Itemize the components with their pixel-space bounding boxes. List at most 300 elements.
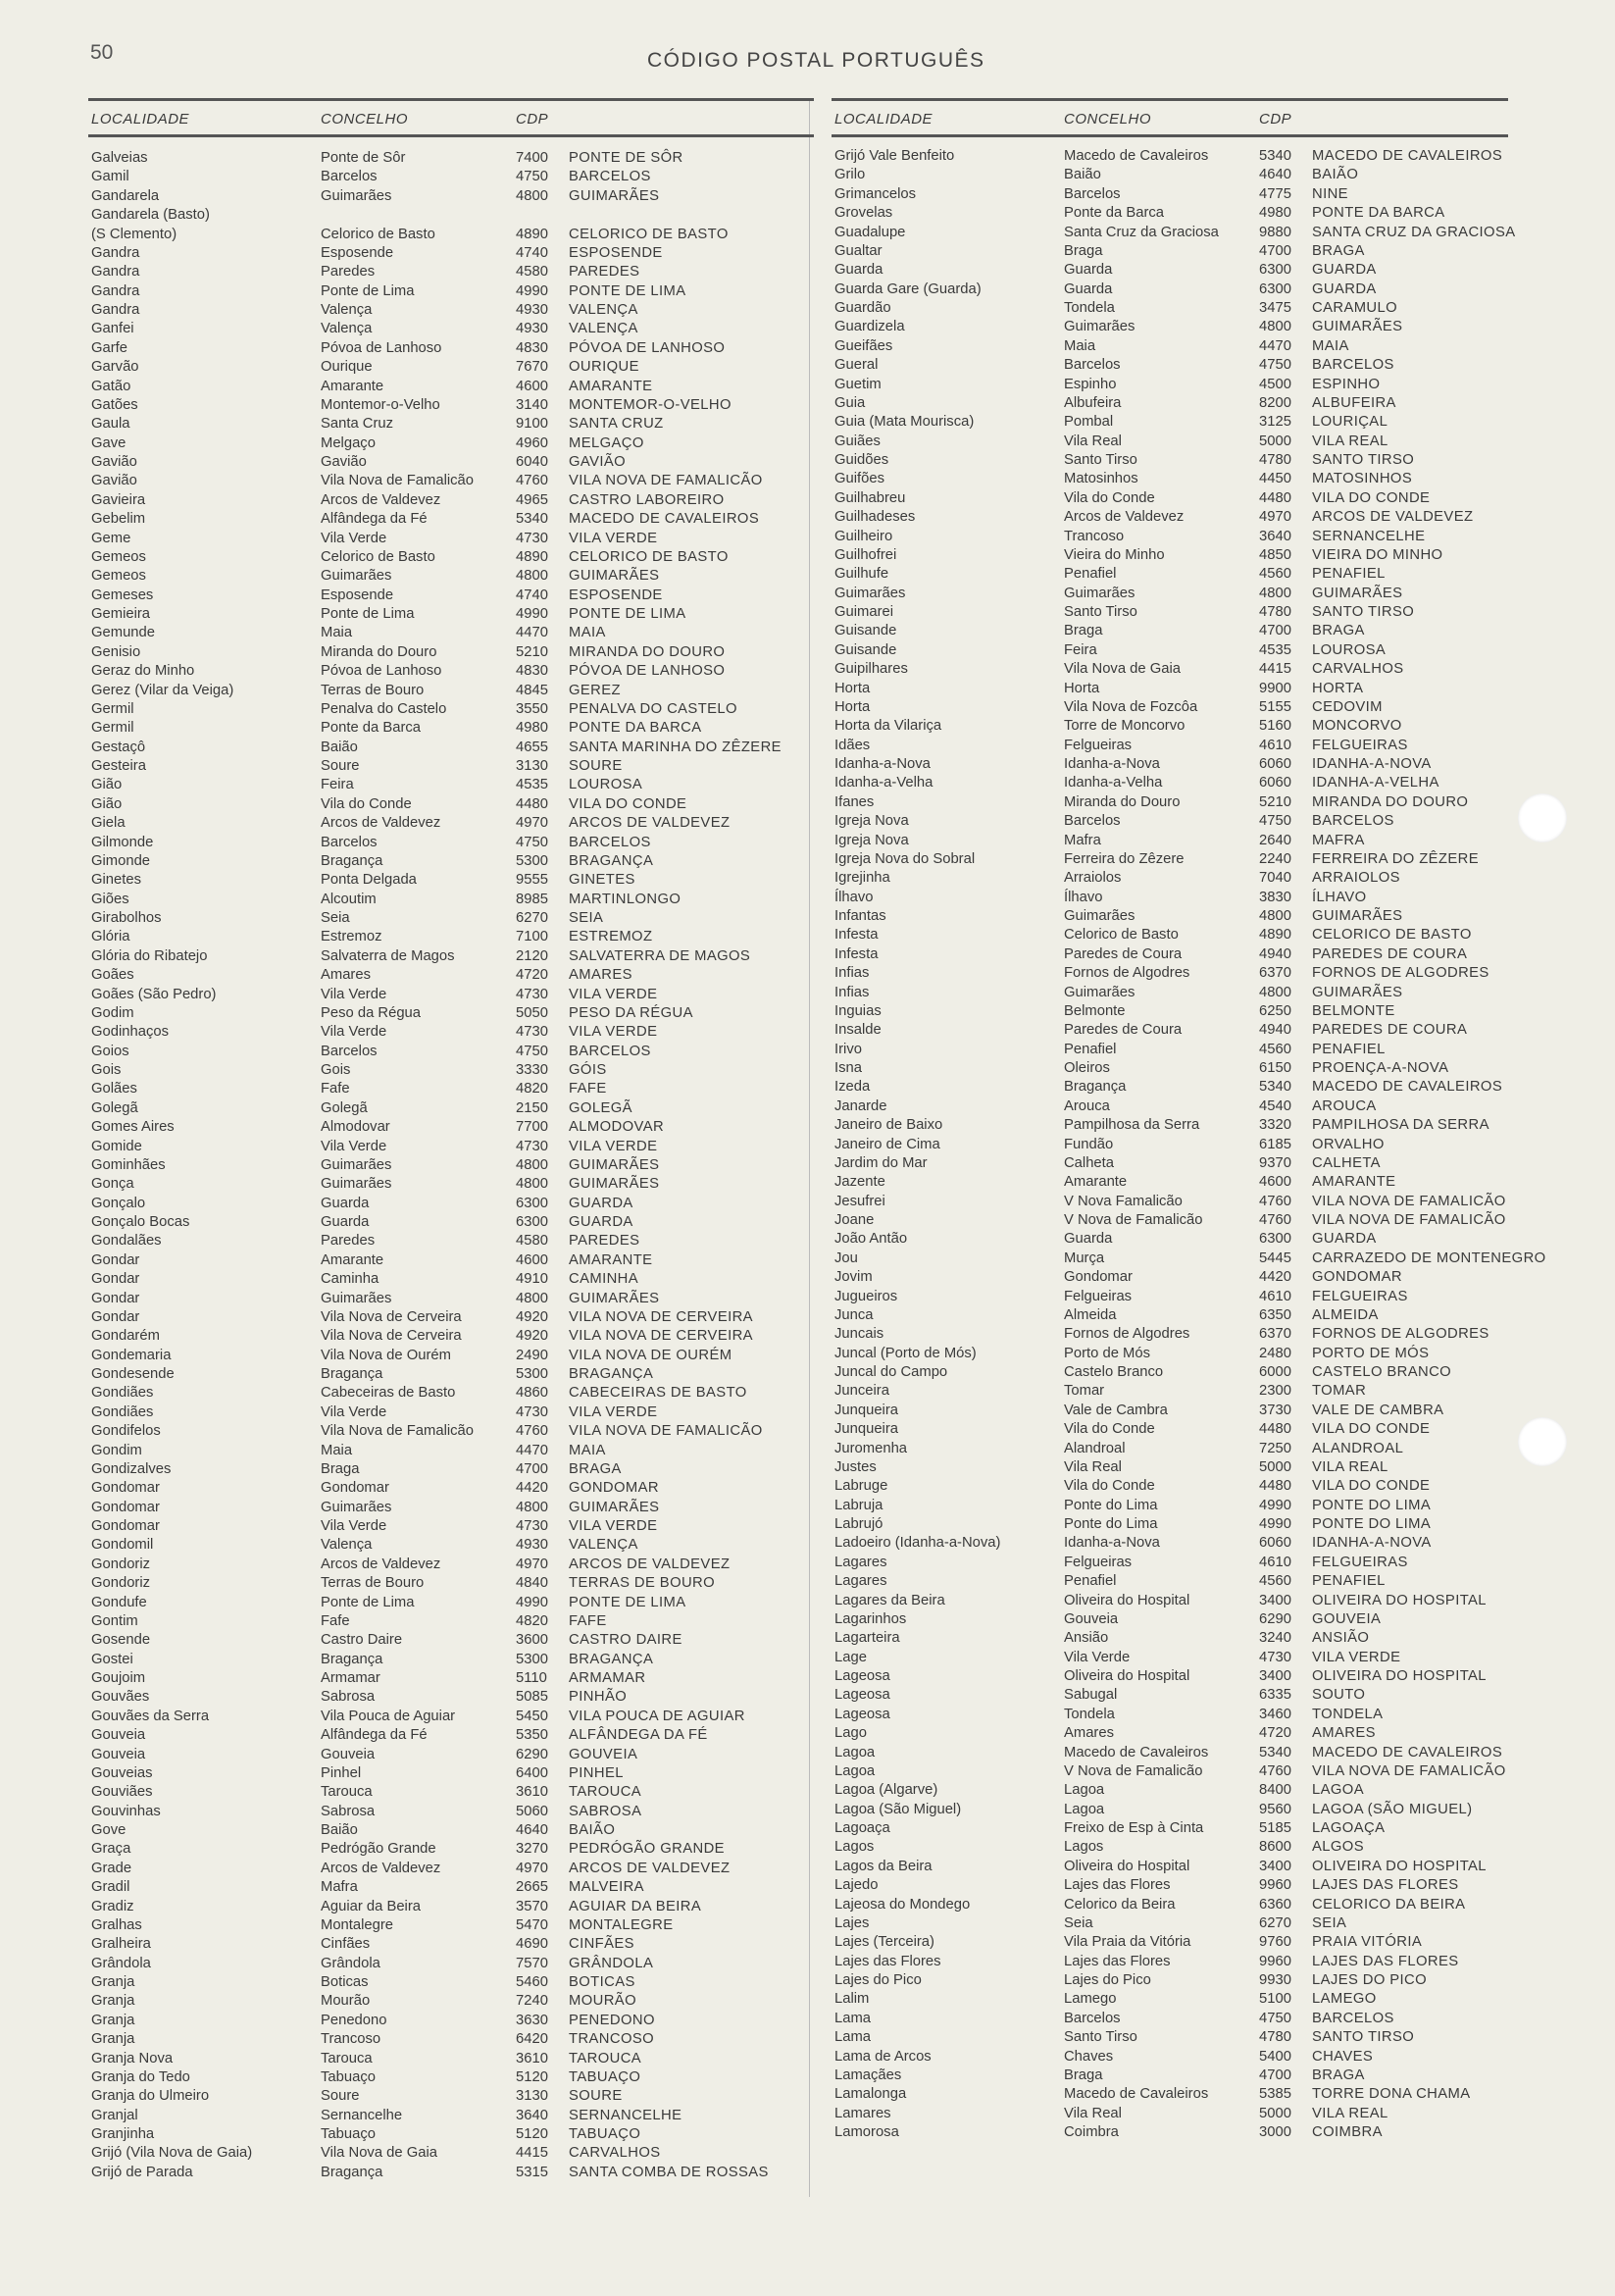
table-row: [88, 1783, 814, 1802]
cdp-cell: 4730: [516, 1518, 548, 1534]
table-row: [832, 1876, 1508, 1895]
table-row: [88, 1746, 814, 1764]
concelho-cell: Trancoso: [321, 2031, 381, 2048]
destination-cell: CHAVES: [1312, 2048, 1374, 2065]
concelho-cell: Castelo Branco: [1064, 1364, 1164, 1380]
localidade-cell: Isna: [834, 1060, 862, 1076]
concelho-cell: Almodovar: [321, 1119, 390, 1136]
cdp-cell: 2480: [1259, 1345, 1291, 1361]
concelho-cell: Vila do Conde: [321, 795, 412, 812]
localidade-cell: Junca: [834, 1306, 874, 1323]
localidade-cell: Grilo: [834, 167, 866, 183]
table-row: [832, 1306, 1508, 1325]
table-row: [88, 871, 814, 890]
cdp-cell: 5300: [516, 852, 548, 869]
localidade-cell: Gondizalves: [91, 1460, 172, 1477]
destination-cell: SOUTO: [1312, 1687, 1366, 1704]
destination-cell: TERRAS DE BOURO: [569, 1575, 716, 1592]
localidade-cell: Grade: [91, 1860, 132, 1876]
localidade-cell: Genisio: [91, 643, 141, 660]
cdp-cell: 6185: [1259, 1136, 1291, 1152]
table-row: [832, 1154, 1508, 1173]
concelho-cell: Vila Nova de Cerveira: [321, 1308, 462, 1325]
localidade-cell: Goios: [91, 1043, 129, 1059]
table-row: [88, 1955, 814, 1973]
localidade-cell: Infias: [834, 984, 870, 1000]
concelho-cell: Esposende: [321, 587, 394, 603]
cdp-cell: 4415: [516, 2145, 548, 2162]
localidade-cell: Gradiz: [91, 1898, 134, 1914]
concelho-cell: Lajes das Flores: [1064, 1953, 1171, 1969]
table-row: [832, 945, 1508, 964]
table-row: [88, 1138, 814, 1156]
destination-cell: BRAGA: [1312, 242, 1365, 259]
concelho-cell: Penafiel: [1064, 1573, 1117, 1590]
destination-cell: VILA VERDE: [569, 530, 658, 546]
table-row: [88, 1479, 814, 1498]
cdp-cell: 4990: [1259, 1516, 1291, 1532]
table-row: [88, 719, 814, 738]
localidade-cell: Gove: [91, 1822, 126, 1838]
concelho-cell: Trancoso: [1064, 528, 1125, 544]
table-row: [832, 1744, 1508, 1762]
localidade-cell: Gave: [91, 434, 126, 451]
table-row: [832, 622, 1508, 640]
destination-cell: CARRAZEDO DE MONTENEGRO: [1312, 1250, 1546, 1266]
localidade-cell: Gouvães: [91, 1689, 150, 1706]
localidade-cell: Lajeosa do Mondego: [834, 1896, 971, 1913]
destination-cell: PAREDES: [569, 1233, 640, 1250]
concelho-cell: Gondomar: [1064, 1269, 1133, 1286]
destination-cell: LOURIÇAL: [1312, 414, 1388, 431]
localidade-cell: Gemeses: [91, 587, 154, 603]
concelho-cell: Fundão: [1064, 1136, 1114, 1152]
destination-cell: ALMODOVAR: [569, 1119, 665, 1136]
destination-cell: GUARDA: [1312, 281, 1377, 297]
concelho-cell: Mafra: [321, 1879, 358, 1896]
concelho-cell: Barcelos: [1064, 2010, 1121, 2026]
destination-cell: PAREDES DE COURA: [1312, 945, 1468, 962]
cdp-cell: 5300: [516, 1651, 548, 1667]
table-row: [832, 1497, 1508, 1515]
destination-cell: ARCOS DE VALDEVEZ: [569, 1556, 731, 1572]
cdp-cell: 3550: [516, 700, 548, 717]
concelho-cell: Guimarães: [321, 1156, 392, 1173]
concelho-cell: Golegã: [321, 1099, 368, 1116]
localidade-cell: Gondifelos: [91, 1423, 161, 1440]
concelho-cell: Braga: [321, 1460, 360, 1477]
cdp-cell: 4800: [516, 568, 548, 585]
concelho-cell: Vila Real: [1064, 433, 1122, 449]
concelho-cell: Ponte de Lima: [321, 1594, 415, 1610]
cdp-cell: 6300: [1259, 1231, 1291, 1248]
concelho-cell: Tarouca: [321, 2050, 373, 2066]
table-row: [832, 1686, 1508, 1705]
cdp-cell: 4580: [516, 264, 548, 281]
table-row: [832, 964, 1508, 983]
destination-cell: MAFRA: [1312, 832, 1365, 848]
localidade-cell: Guarda Gare (Guarda): [834, 281, 982, 297]
cdp-cell: 5120: [516, 2126, 548, 2142]
destination-cell: BARCELOS: [1312, 2010, 1394, 2026]
table-row: [88, 1499, 814, 1517]
cdp-cell: 4860: [516, 1385, 548, 1402]
localidade-cell: Horta da Vilariça: [834, 718, 942, 735]
concelho-cell: Guimarães: [1064, 319, 1136, 335]
destination-cell: VILA VERDE: [569, 1518, 658, 1534]
table-row: [832, 147, 1508, 166]
table-row: [88, 1860, 814, 1878]
destination-cell: GUARDA: [569, 1214, 633, 1230]
localidade-cell: Gois: [91, 1062, 122, 1078]
cdp-cell: 9760: [1259, 1934, 1291, 1951]
table-row: [832, 1610, 1508, 1629]
table-row: [832, 585, 1508, 603]
table-row: [88, 1688, 814, 1707]
destination-cell: PONTE DA BARCA: [1312, 205, 1445, 222]
localidade-cell: Germil: [91, 700, 134, 717]
destination-cell: LAGOAÇA: [1312, 1820, 1386, 1836]
concelho-cell: Idanha-a-Nova: [1064, 1535, 1160, 1552]
cdp-cell: 6060: [1259, 756, 1291, 772]
concelho-cell: Maia: [321, 1442, 353, 1458]
localidade-cell: Jugueiros: [834, 1288, 898, 1304]
concelho-cell: Chaves: [1064, 2048, 1114, 2065]
cdp-cell: 3000: [1259, 2124, 1291, 2140]
cdp-cell: 4980: [1259, 205, 1291, 222]
concelho-cell: Barcelos: [321, 169, 378, 185]
cdp-cell: 4820: [516, 1612, 548, 1629]
concelho-cell: Feira: [1064, 641, 1097, 658]
destination-cell: PONTE DE LIMA: [569, 282, 686, 299]
cdp-cell: 3460: [1259, 1706, 1291, 1722]
cdp-cell: 3400: [1259, 1668, 1291, 1684]
cdp-cell: 4970: [516, 1556, 548, 1572]
table-row: [88, 1270, 814, 1289]
concelho-cell: Montemor-o-Velho: [321, 396, 440, 413]
header-bottom-rule: [832, 134, 1508, 137]
localidade-cell: Ginetes: [91, 872, 141, 889]
cdp-cell: 4700: [516, 1460, 548, 1477]
destination-cell: COIMBRA: [1312, 2124, 1383, 2140]
concelho-cell: Mourão: [321, 1993, 371, 2010]
concelho-cell: Sabugal: [1064, 1687, 1118, 1704]
cdp-cell: 7040: [1259, 870, 1291, 887]
destination-cell: ORVALHO: [1312, 1136, 1385, 1152]
concelho-cell: Gouveia: [1064, 1610, 1119, 1627]
localidade-cell: Jazente: [834, 1174, 885, 1191]
cdp-cell: 6270: [516, 910, 548, 926]
destination-cell: MAIA: [569, 625, 606, 641]
cdp-cell: 4845: [516, 682, 548, 698]
table-row: [832, 1078, 1508, 1097]
localidade-cell: Gebelim: [91, 511, 146, 528]
cdp-cell: 4470: [516, 1442, 548, 1458]
cdp-cell: 5445: [1259, 1250, 1291, 1266]
concelho-cell: Santo Tirso: [1064, 604, 1137, 620]
cdp-cell: 6290: [1259, 1610, 1291, 1627]
destination-cell: BRAGA: [1312, 2066, 1365, 2083]
concelho-cell: Lamego: [1064, 1991, 1117, 2008]
concelho-cell: Pedrógão Grande: [321, 1841, 436, 1858]
localidade-cell: Lagares: [834, 1554, 887, 1570]
concelho-cell: Vila Verde: [1064, 1649, 1131, 1665]
destination-cell: LAJES DAS FLORES: [1312, 1953, 1459, 1969]
table-row: [832, 508, 1508, 527]
localidade-cell: (S Clemento): [91, 226, 177, 242]
cdp-cell: 4420: [516, 1480, 548, 1497]
destination-cell: VIEIRA DO MINHO: [1312, 546, 1443, 563]
destination-cell: PINHÃO: [569, 1689, 628, 1706]
destination-cell: VILA POUCA DE AGUIAR: [569, 1708, 745, 1724]
concelho-cell: Fornos de Algodres: [1064, 1326, 1190, 1343]
table-row: [88, 739, 814, 757]
destination-cell: ESPOSENDE: [569, 587, 663, 603]
cdp-cell: 9560: [1259, 1801, 1291, 1817]
localidade-cell: Gondar: [91, 1290, 140, 1306]
table-row: [832, 1971, 1508, 1990]
table-row: [832, 984, 1508, 1002]
localidade-cell: Grijó (Vila Nova de Gaia): [91, 2145, 253, 2162]
localidade-cell: Lagos da Beira: [834, 1858, 933, 1874]
cdp-cell: 3830: [1259, 889, 1291, 905]
table-row: [832, 2010, 1508, 2028]
destination-cell: VALENÇA: [569, 302, 638, 318]
concelho-cell: Braga: [1064, 242, 1103, 259]
cdp-cell: 4720: [516, 967, 548, 984]
cdp-cell: 6300: [516, 1195, 548, 1211]
table-row: [88, 966, 814, 985]
localidade-cell: Lamalonga: [834, 2086, 907, 2103]
cdp-cell: 5470: [516, 1916, 548, 1933]
cdp-cell: 5450: [516, 1708, 548, 1724]
destination-cell: BARCELOS: [569, 1043, 651, 1059]
table-row: [832, 1953, 1508, 1971]
table-row: [88, 1651, 814, 1669]
localidade-cell: Glória do Ribatejo: [91, 947, 208, 964]
localidade-cell: Junqueira: [834, 1421, 898, 1438]
table-row: [88, 301, 814, 320]
cdp-cell: 4940: [1259, 1022, 1291, 1039]
cdp-cell: 7100: [516, 929, 548, 945]
localidade-cell: Gondomar: [91, 1480, 160, 1497]
table-row: [832, 1896, 1508, 1914]
cdp-cell: 4760: [516, 473, 548, 489]
cdp-cell: 4480: [1259, 489, 1291, 506]
cdp-cell: 4730: [516, 530, 548, 546]
concelho-cell: Albufeira: [1064, 394, 1122, 411]
destination-cell: BARCELOS: [1312, 357, 1394, 374]
concelho-cell: Valença: [321, 1537, 373, 1554]
concelho-cell: Paredes de Coura: [1064, 945, 1183, 962]
localidade-cell: Gomes Aires: [91, 1119, 175, 1136]
cdp-cell: 6370: [1259, 965, 1291, 982]
table-row: [832, 641, 1508, 660]
cdp-cell: 4730: [516, 1138, 548, 1154]
concelho-cell: Fornos de Algodres: [1064, 965, 1190, 982]
destination-cell: VILA NOVA DE CERVEIRA: [569, 1328, 753, 1345]
concelho-cell: Penafiel: [1064, 1041, 1117, 1057]
localidade-cell: Guipilhares: [834, 661, 908, 678]
destination-cell: GUIMARÃES: [1312, 585, 1403, 601]
header-concelho: CONCELHO: [1064, 111, 1152, 128]
table-row: [88, 986, 814, 1004]
concelho-cell: Macedo de Cavaleiros: [1064, 2086, 1209, 2103]
localidade-cell: Lagoa (São Miguel): [834, 1801, 962, 1817]
table-row: [88, 1080, 814, 1098]
table-row: [832, 1990, 1508, 2009]
cdp-cell: 5210: [1259, 793, 1291, 810]
cdp-cell: 6270: [1259, 1914, 1291, 1931]
concelho-cell: Tomar: [1064, 1383, 1105, 1400]
destination-cell: LOUROSA: [1312, 641, 1387, 658]
table-row: [88, 1061, 814, 1080]
concelho-cell: Maia: [321, 625, 353, 641]
destination-cell: MIRANDA DO DOURO: [1312, 793, 1469, 810]
localidade-cell: Lajes do Pico: [834, 1972, 922, 1988]
cdp-cell: 4600: [516, 1251, 548, 1268]
cdp-cell: 4480: [1259, 1421, 1291, 1438]
localidade-cell: Inguias: [834, 1002, 882, 1019]
destination-cell: SANTA MARINHA DO ZÊZERE: [569, 739, 782, 755]
destination-cell: VILA DO CONDE: [1312, 489, 1431, 506]
localidade-cell: Lagares da Beira: [834, 1592, 945, 1608]
concelho-cell: Vila Nova de Famalicão: [321, 1423, 474, 1440]
table-row: [832, 166, 1508, 184]
destination-cell: MACEDO DE CAVALEIROS: [1312, 1079, 1503, 1096]
localidade-cell: Lamaçães: [834, 2066, 902, 2083]
destination-cell: NINE: [1312, 185, 1348, 202]
concelho-cell: Celorico de Basto: [1064, 927, 1179, 944]
cdp-cell: 8985: [516, 891, 548, 907]
concelho-cell: Lagoa: [1064, 1782, 1105, 1799]
cdp-cell: 4930: [516, 1537, 548, 1554]
destination-cell: ESPINHO: [1312, 376, 1381, 392]
destination-cell: CELORICO DE BASTO: [1312, 927, 1472, 944]
cdp-cell: 4920: [516, 1328, 548, 1345]
localidade-cell: Golegã: [91, 1099, 138, 1116]
concelho-cell: Sernancelhe: [321, 2107, 403, 2123]
table-row: [88, 149, 814, 168]
localidade-cell: Gandra: [91, 264, 140, 281]
cdp-cell: 4800: [1259, 908, 1291, 924]
destination-cell: PORTO DE MÓS: [1312, 1345, 1430, 1361]
table-row: [832, 812, 1508, 831]
cdp-cell: 4840: [516, 1575, 548, 1592]
destination-cell: AMARES: [1312, 1725, 1376, 1742]
concelho-cell: Fafe: [321, 1081, 350, 1097]
localidade-cell: Gandra: [91, 302, 140, 318]
concelho-cell: Baião: [1064, 167, 1101, 183]
table-row: [88, 1536, 814, 1555]
localidade-cell: Lagoa: [834, 1744, 876, 1760]
cdp-cell: 4750: [516, 169, 548, 185]
localidade-cell: Gandarela (Basto): [91, 207, 210, 224]
localidade-cell: Galveias: [91, 150, 148, 166]
localidade-cell: Gualtar: [834, 242, 883, 259]
localidade-cell: Gouviães: [91, 1784, 153, 1801]
concelho-cell: Macedo de Cavaleiros: [1064, 1744, 1209, 1760]
destination-cell: PENALVA DO CASTELO: [569, 700, 737, 717]
table-row: [832, 489, 1508, 508]
destination-cell: VILA NOVA DE FAMALICÃO: [1312, 1212, 1506, 1228]
concelho-cell: Murça: [1064, 1250, 1105, 1266]
table-row: [832, 2105, 1508, 2123]
destination-cell: MONTALEGRE: [569, 1916, 674, 1933]
table-row: [88, 1992, 814, 2011]
table-row: [88, 472, 814, 490]
table-row: [88, 1460, 814, 1479]
destination-cell: VILA VERDE: [569, 1403, 658, 1420]
cdp-cell: 4760: [516, 1423, 548, 1440]
concelho-cell: Macedo de Cavaleiros: [1064, 148, 1209, 164]
destination-cell: LAMEGO: [1312, 1991, 1377, 2008]
localidade-cell: Janeiro de Baixo: [834, 1117, 943, 1134]
concelho-cell: Melgaço: [321, 434, 376, 451]
cdp-cell: 4560: [1259, 1041, 1291, 1057]
cdp-cell: 6040: [516, 454, 548, 470]
destination-cell: FORNOS DE ALGODRES: [1312, 965, 1489, 982]
localidade-cell: Gimonde: [91, 852, 151, 869]
destination-cell: MIRANDA DO DOURO: [569, 643, 726, 660]
concelho-cell: Vila Verde: [321, 530, 387, 546]
table-row: [88, 1726, 814, 1745]
localidade-cell: Lajes das Flores: [834, 1953, 941, 1969]
cdp-cell: 4960: [516, 434, 548, 451]
localidade-cell: Igreja Nova: [834, 832, 909, 848]
table-row: [88, 415, 814, 434]
destination-cell: PESO DA RÉGUA: [569, 1004, 693, 1021]
concelho-cell: Sabrosa: [321, 1689, 376, 1706]
table-row: [832, 1819, 1508, 1838]
table-row: [832, 1440, 1508, 1458]
localidade-cell: Gemeos: [91, 548, 146, 565]
localidade-cell: Juncal (Porto de Mós): [834, 1345, 977, 1361]
cdp-cell: 3125: [1259, 414, 1291, 431]
table-row: [832, 1059, 1508, 1078]
table-row: [88, 1175, 814, 1194]
cdp-cell: 4800: [516, 1499, 548, 1515]
destination-cell: LAGOA (SÃO MIGUEL): [1312, 1801, 1473, 1817]
concelho-cell: Castro Daire: [321, 1632, 403, 1649]
localidade-cell: Gandra: [91, 244, 140, 261]
right-column: [832, 98, 1546, 2142]
cdp-cell: 3600: [516, 1632, 548, 1649]
destination-cell: PONTE DE LIMA: [569, 606, 686, 622]
localidade-cell: Granja: [91, 1974, 135, 1990]
cdp-cell: 6300: [1259, 281, 1291, 297]
cdp-cell: 4470: [516, 625, 548, 641]
destination-cell: PENEDONO: [569, 2012, 655, 2028]
destination-cell: TABUAÇO: [569, 2126, 641, 2142]
destination-cell: PAREDES: [569, 264, 640, 281]
table-row: [88, 795, 814, 814]
table-row: [832, 1724, 1508, 1743]
table-row: [88, 396, 814, 415]
destination-cell: PONTE DO LIMA: [1312, 1497, 1432, 1513]
table-row: [832, 698, 1508, 717]
table-row: [832, 337, 1508, 356]
cdp-cell: 5315: [516, 2164, 548, 2180]
table-row: [88, 909, 814, 928]
concelho-cell: Guarda: [1064, 281, 1113, 297]
table-row: [88, 1708, 814, 1726]
cdp-cell: 6000: [1259, 1364, 1291, 1380]
concelho-cell: Penalva do Castelo: [321, 700, 447, 717]
localidade-cell: Jardim do Mar: [834, 1154, 928, 1171]
localidade-cell: Gralhas: [91, 1916, 142, 1933]
destination-cell: BELMONTE: [1312, 1002, 1395, 1019]
